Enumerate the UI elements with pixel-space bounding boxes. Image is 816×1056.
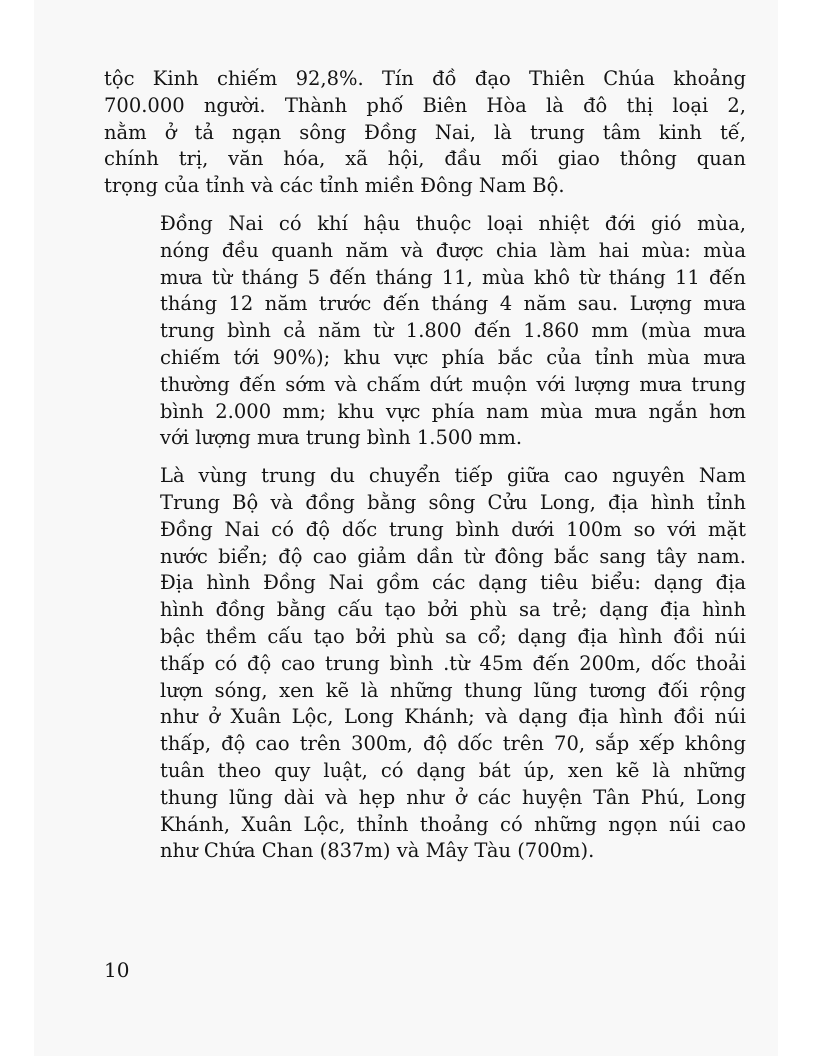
text-line: trung bình cả năm từ 1.800 đến 1.860 mm (mùa mưa: [160, 319, 746, 343]
text-line: nước biển; độ cao giảm dần từ đông bắc sang tây nam.: [160, 544, 746, 568]
text-line: bình 2.000 mm; khu vực phía nam mùa mưa ngắn hơn: [160, 399, 746, 423]
text-line: thấp có độ cao trung bình .từ 45m đến 200m, dốc thoải: [160, 651, 746, 675]
text-line: thung lũng dài và hẹp như ở các huyện Tân Phú, Long: [160, 785, 746, 809]
paragraph-population: [104, 66, 746, 200]
text-line: như Chứa Chan (837m) và Mây Tàu (700m).: [160, 839, 595, 863]
text-line: chiếm tới 90%); khu vực phía bắc của tỉnh mùa mưa: [160, 345, 746, 369]
page-number: 10: [104, 958, 130, 982]
text-line: Đồng Nai có khí hậu thuộc loại nhiệt đới gió mùa,: [160, 211, 746, 235]
paragraph-climate: [104, 211, 746, 452]
text-line: nóng đều quanh năm và được chia làm hai mùa: mùa: [160, 238, 746, 262]
text-line: nằm ở tả ngạn sông Đồng Nai, là trung tâm kinh tế,: [104, 120, 746, 144]
text-line: như ở Xuân Lộc, Long Khánh; và dạng địa hình đồi núi: [160, 705, 746, 729]
text-line: mưa từ tháng 5 đến tháng 11, mùa khô từ tháng 11 đến: [160, 265, 746, 289]
text-line: 700.000 người. Thành phố Biên Hòa là đô thị loại 2,: [104, 93, 746, 117]
text-line: trọng của tỉnh và các tỉnh miền Đông Nam Bộ.: [104, 174, 565, 198]
text-line: Trung Bộ và đồng bằng sông Cửu Long, địa hình tỉnh: [160, 490, 746, 514]
text-line: Địa hình Đồng Nai gồm các dạng tiêu biểu: dạng địa: [160, 571, 746, 595]
text-line: Khánh, Xuân Lộc, thỉnh thoảng có những ngọn núi cao: [160, 812, 746, 836]
body-text: [104, 66, 746, 876]
text-line: tuân theo quy luật, có dạng bát úp, xen kẽ là những: [160, 758, 746, 782]
text-line: chính trị, văn hóa, xã hội, đầu mối giao thông quan: [104, 147, 746, 171]
text-line: Là vùng trung du chuyển tiếp giữa cao nguyên Nam: [160, 464, 746, 488]
text-line: lượn sóng, xen kẽ là những thung lũng tương đối rộng: [160, 678, 746, 702]
text-line: thấp, độ cao trên 300m, độ dốc trên 70, sắp xếp không: [160, 732, 746, 756]
text-line: Đồng Nai có độ dốc trung bình dưới 100m so với mặt: [160, 517, 746, 541]
text-line: hình đồng bằng cấu tạo bởi phù sa trẻ; dạng địa hình: [160, 598, 746, 622]
text-line: bậc thềm cấu tạo bởi phù sa cổ; dạng địa hình đồi núi: [160, 624, 746, 648]
book-page: [34, 0, 778, 1056]
text-line: tháng 12 năm trước đến tháng 4 năm sau. Lượng mưa: [160, 292, 746, 316]
text-line: với lượng mưa trung bình 1.500 mm.: [160, 426, 523, 450]
paragraph-terrain: [104, 463, 746, 865]
text-line: thường đến sớm và chấm dứt muộn với lượng mưa trung: [160, 372, 746, 396]
text-line: tộc Kinh chiếm 92,8%. Tín đồ đạo Thiên Chúa khoảng: [104, 67, 746, 90]
